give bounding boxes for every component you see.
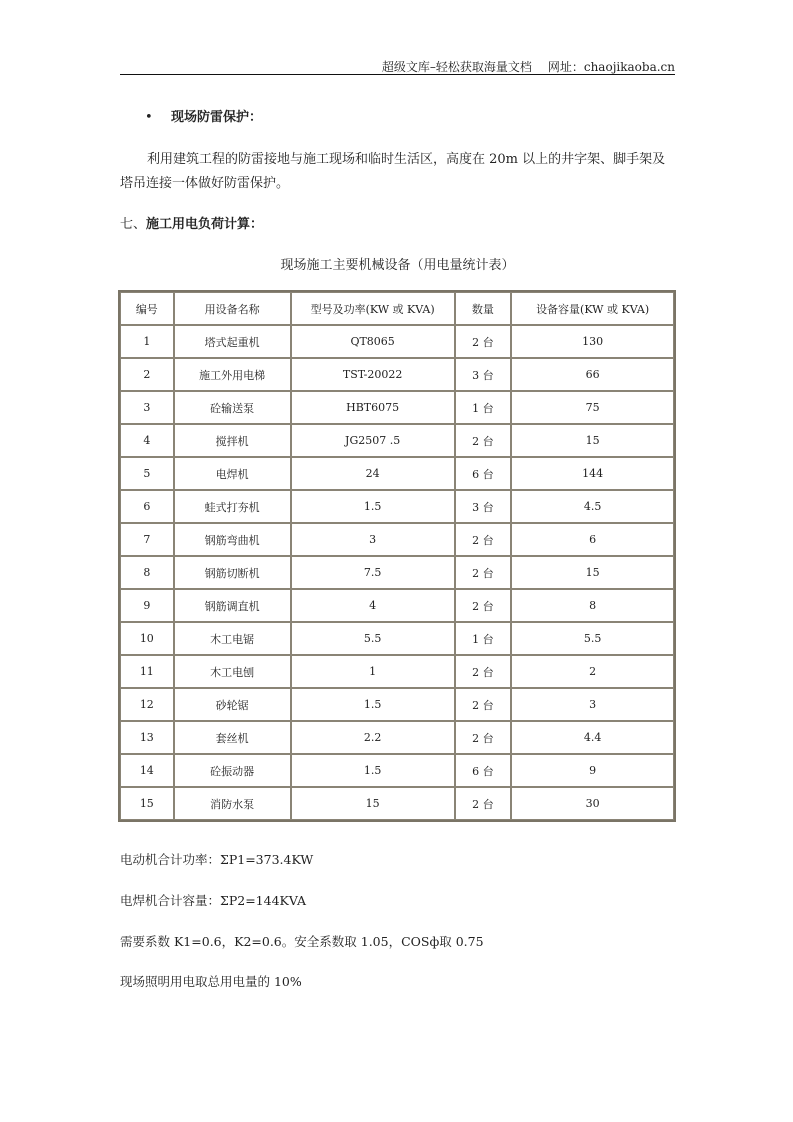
url-label: 网址： bbox=[547, 60, 584, 74]
cell-name: 施工外用电梯 bbox=[174, 358, 291, 391]
table-caption: 现场施工主要机械设备（用电量统计表） bbox=[280, 258, 515, 273]
cell-name: 塔式起重机 bbox=[174, 325, 291, 358]
cell-capacity: 5.5 bbox=[511, 622, 674, 655]
table-header-row bbox=[120, 292, 674, 325]
cell-capacity: 4.5 bbox=[511, 490, 674, 523]
site-name: 超级文库–轻松获取海量文档 bbox=[381, 60, 532, 74]
cell-model: 15 bbox=[291, 787, 455, 820]
cell-capacity: 8 bbox=[511, 589, 674, 622]
cell-model: JG2507 .5 bbox=[291, 424, 455, 457]
cell-name: 套丝机 bbox=[174, 721, 291, 754]
lighting-allowance: 现场照明用电取总用电量的 10% bbox=[120, 974, 302, 989]
cell-name: 钢筋调直机 bbox=[174, 589, 291, 622]
cell-name: 消防水泵 bbox=[174, 787, 291, 820]
cell-capacity: 130 bbox=[511, 325, 674, 358]
cell-no: 6 bbox=[120, 490, 174, 523]
cell-no: 15 bbox=[120, 787, 174, 820]
site-url[interactable]: chaojikaoba.cn bbox=[583, 60, 675, 74]
cell-qty: 3 台 bbox=[455, 358, 512, 391]
cell-capacity: 2 bbox=[511, 655, 674, 688]
cell-qty: 6 台 bbox=[455, 457, 512, 490]
column-header: 编号 bbox=[120, 292, 174, 325]
cell-model: QT8065 bbox=[291, 325, 455, 358]
equipment-table bbox=[118, 290, 676, 822]
cell-no: 1 bbox=[120, 325, 174, 358]
cell-model: 24 bbox=[291, 457, 455, 490]
cell-model: 5.5 bbox=[291, 622, 455, 655]
motor-total-power: 电动机合计功率：ΣP1=373.4KW bbox=[120, 852, 314, 867]
page-header bbox=[120, 58, 675, 75]
cell-qty: 2 台 bbox=[455, 556, 512, 589]
table-row bbox=[120, 457, 674, 490]
cell-no: 8 bbox=[120, 556, 174, 589]
cell-no: 9 bbox=[120, 589, 174, 622]
cell-name: 钢筋切断机 bbox=[174, 556, 291, 589]
cell-no: 11 bbox=[120, 655, 174, 688]
cell-no: 10 bbox=[120, 622, 174, 655]
section-heading bbox=[120, 213, 263, 232]
cell-model: 3 bbox=[291, 523, 455, 556]
cell-capacity: 3 bbox=[511, 688, 674, 721]
cell-model: 7.5 bbox=[291, 556, 455, 589]
cell-model: 1 bbox=[291, 655, 455, 688]
cell-qty: 2 台 bbox=[455, 787, 512, 820]
cell-capacity: 6 bbox=[511, 523, 674, 556]
cell-no: 7 bbox=[120, 523, 174, 556]
cell-qty: 6 台 bbox=[455, 754, 512, 787]
table-row bbox=[120, 490, 674, 523]
table-row bbox=[120, 721, 674, 754]
column-header: 型号及功率(KW 或 KVA) bbox=[291, 292, 455, 325]
cell-qty: 2 台 bbox=[455, 523, 512, 556]
cell-capacity: 15 bbox=[511, 556, 674, 589]
cell-no: 3 bbox=[120, 391, 174, 424]
table-row bbox=[120, 787, 674, 820]
cell-no: 13 bbox=[120, 721, 174, 754]
cell-qty: 1 台 bbox=[455, 622, 512, 655]
cell-name: 木工电刨 bbox=[174, 655, 291, 688]
cell-no: 4 bbox=[120, 424, 174, 457]
table-row bbox=[120, 622, 674, 655]
cell-model: 2.2 bbox=[291, 721, 455, 754]
cell-name: 搅拌机 bbox=[174, 424, 291, 457]
table-row bbox=[120, 655, 674, 688]
welder-total-capacity: 电焊机合计容量：ΣP2=144KVA bbox=[120, 893, 307, 908]
cell-capacity: 4.4 bbox=[511, 721, 674, 754]
table-row bbox=[120, 523, 674, 556]
cell-model: TST-20022 bbox=[291, 358, 455, 391]
cell-name: 砂轮锯 bbox=[174, 688, 291, 721]
cell-name: 电焊机 bbox=[174, 457, 291, 490]
cell-qty: 2 台 bbox=[455, 655, 512, 688]
cell-capacity: 15 bbox=[511, 424, 674, 457]
cell-qty: 2 台 bbox=[455, 424, 512, 457]
cell-name: 木工电锯 bbox=[174, 622, 291, 655]
cell-name: 砼输送泵 bbox=[174, 391, 291, 424]
cell-name: 砼振动器 bbox=[174, 754, 291, 787]
cell-no: 12 bbox=[120, 688, 174, 721]
cell-model: 1.5 bbox=[291, 490, 455, 523]
demand-coefficients: 需要系数 K1=0.6，K2=0.6。安全系数取 1.05，COSф取 0.75 bbox=[120, 934, 484, 949]
cell-capacity: 30 bbox=[511, 787, 674, 820]
cell-no: 2 bbox=[120, 358, 174, 391]
table-row bbox=[120, 754, 674, 787]
cell-qty: 2 台 bbox=[455, 688, 512, 721]
lightning-protection-paragraph: 利用建筑工程的防雷接地与施工现场和临时生活区，高度在 20m 以上的井字架、脚手架及塔吊连接一体做好防雷保护。 bbox=[120, 152, 666, 191]
cell-qty: 3 台 bbox=[455, 490, 512, 523]
column-header: 设备容量(KW 或 KVA) bbox=[511, 292, 674, 325]
table-row bbox=[120, 688, 674, 721]
cell-qty: 1 台 bbox=[455, 391, 512, 424]
cell-qty: 2 台 bbox=[455, 589, 512, 622]
cell-capacity: 144 bbox=[511, 457, 674, 490]
cell-no: 5 bbox=[120, 457, 174, 490]
cell-capacity: 75 bbox=[511, 391, 674, 424]
cell-model: 1.5 bbox=[291, 688, 455, 721]
table-row bbox=[120, 358, 674, 391]
table-row bbox=[120, 325, 674, 358]
table-row bbox=[120, 556, 674, 589]
cell-name: 蛙式打夯机 bbox=[174, 490, 291, 523]
table-row bbox=[120, 589, 674, 622]
table-row bbox=[120, 424, 674, 457]
cell-model: 4 bbox=[291, 589, 455, 622]
bullet-icon: • bbox=[145, 110, 153, 125]
section-number: 七、 bbox=[120, 217, 147, 232]
section-title: 施工用电负荷计算： bbox=[146, 217, 264, 232]
cell-qty: 2 台 bbox=[455, 721, 512, 754]
cell-capacity: 66 bbox=[511, 358, 674, 391]
cell-model: HBT6075 bbox=[291, 391, 455, 424]
cell-qty: 2 台 bbox=[455, 325, 512, 358]
bullet-heading bbox=[145, 106, 262, 125]
cell-no: 14 bbox=[120, 754, 174, 787]
cell-name: 钢筋弯曲机 bbox=[174, 523, 291, 556]
cell-model: 1.5 bbox=[291, 754, 455, 787]
table-row bbox=[120, 391, 674, 424]
column-header: 用设备名称 bbox=[174, 292, 291, 325]
cell-capacity: 9 bbox=[511, 754, 674, 787]
column-header: 数量 bbox=[455, 292, 512, 325]
bullet-title: 现场防雷保护： bbox=[171, 110, 263, 125]
header-divider bbox=[120, 74, 675, 75]
